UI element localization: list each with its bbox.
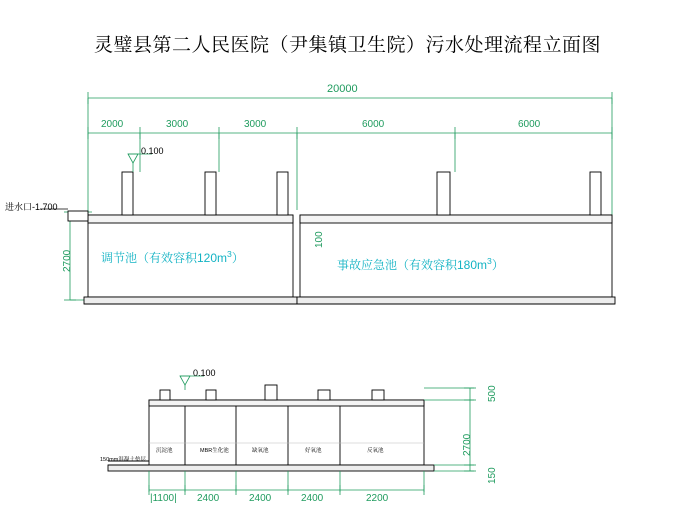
upper-height-dimension: 2700 bbox=[62, 249, 73, 272]
upper-structure bbox=[68, 172, 615, 304]
lower-right-dimension-150: 150 bbox=[487, 467, 498, 484]
lower-structure bbox=[108, 385, 434, 471]
lower-dimension-4: 2400 bbox=[301, 493, 324, 504]
upper-overall-dimension: 20000 bbox=[327, 83, 358, 95]
lower-elevation-marker bbox=[180, 376, 204, 390]
upper-elevation-label: 0.100 bbox=[141, 146, 164, 156]
lower-dimension-5: 2200 bbox=[366, 493, 389, 504]
pipe-bedding-note: 150mm混凝土垫层 bbox=[100, 457, 146, 463]
tank-label-adjust: 调节池（有效容积$120m^3$） bbox=[101, 249, 244, 265]
lower-dimension-2: 2400 bbox=[197, 493, 220, 504]
upper-segment-dimension-4: 6000 bbox=[362, 119, 385, 130]
page-title: 灵璧县第二人民医院（尹集镇卫生院）污水处理流程立面图 bbox=[93, 35, 601, 56]
tank-label-emergency: 事故应急池（有效容积$180m^3$） bbox=[337, 256, 504, 272]
compartment-label-2: MBR生化池 bbox=[200, 448, 229, 454]
compartment-label-1: 沉淀池 bbox=[156, 448, 173, 454]
lower-dimension-1: |1100| bbox=[150, 493, 177, 504]
upper-segment-dimension-2: 3000 bbox=[166, 119, 189, 130]
lower-dimension-3: 2400 bbox=[249, 493, 272, 504]
upper-segment-dimension-5: 6000 bbox=[518, 119, 541, 130]
lower-right-dimension-2700: 2700 bbox=[462, 433, 473, 456]
compartment-label-5: 反氧池 bbox=[367, 448, 384, 454]
lower-right-dimension-500: 500 bbox=[487, 385, 498, 402]
upper-segment-dimension-3: 3000 bbox=[244, 119, 267, 130]
compartment-label-3: 缺氧池 bbox=[252, 448, 269, 454]
upper-segment-dimension-1: 2000 bbox=[101, 119, 124, 130]
compartment-label-4: 好氧池 bbox=[305, 448, 322, 454]
upper-wall-dimension: 100 bbox=[314, 231, 325, 248]
lower-elevation-label: 0.100 bbox=[193, 368, 216, 378]
inlet-label: 进水口-1.700 bbox=[5, 202, 58, 212]
